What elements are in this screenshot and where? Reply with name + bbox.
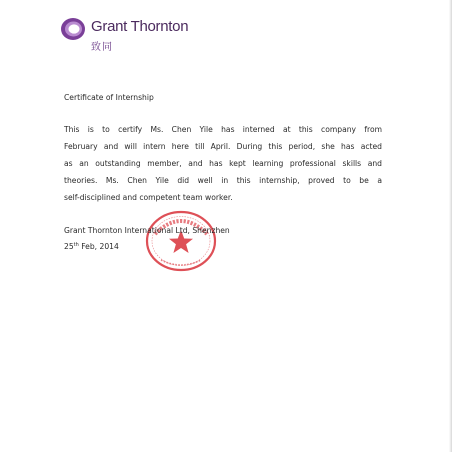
grant-thornton-logo-icon	[60, 16, 86, 42]
body-line: February and will intern here till April. During this period, she has acted	[64, 142, 382, 151]
body-line: This is to certify Ms. Chen Yile has interned at this company from	[64, 125, 382, 134]
company-logo	[60, 14, 220, 54]
date-suffix: th	[73, 242, 79, 248]
date-day: 25	[64, 242, 74, 251]
body-line: as an outstanding member, and has kept learning professional skills and	[64, 159, 382, 168]
body-line: theories. Ms. Chen Yile did well in this internship, proved to be a	[64, 176, 382, 185]
company-seal	[145, 210, 217, 272]
company-name: Grant Thornton	[91, 18, 189, 35]
document-title: Certificate of Internship	[64, 93, 154, 102]
issuer-name: Grant Thornton International Ltd, Shenzhen	[64, 226, 230, 235]
issue-date	[64, 242, 119, 251]
body-line: self-disciplined and competent team worker.	[64, 193, 233, 202]
company-name-chinese: 致同	[91, 42, 113, 53]
date-month-year: Feb, 2014	[78, 242, 119, 251]
